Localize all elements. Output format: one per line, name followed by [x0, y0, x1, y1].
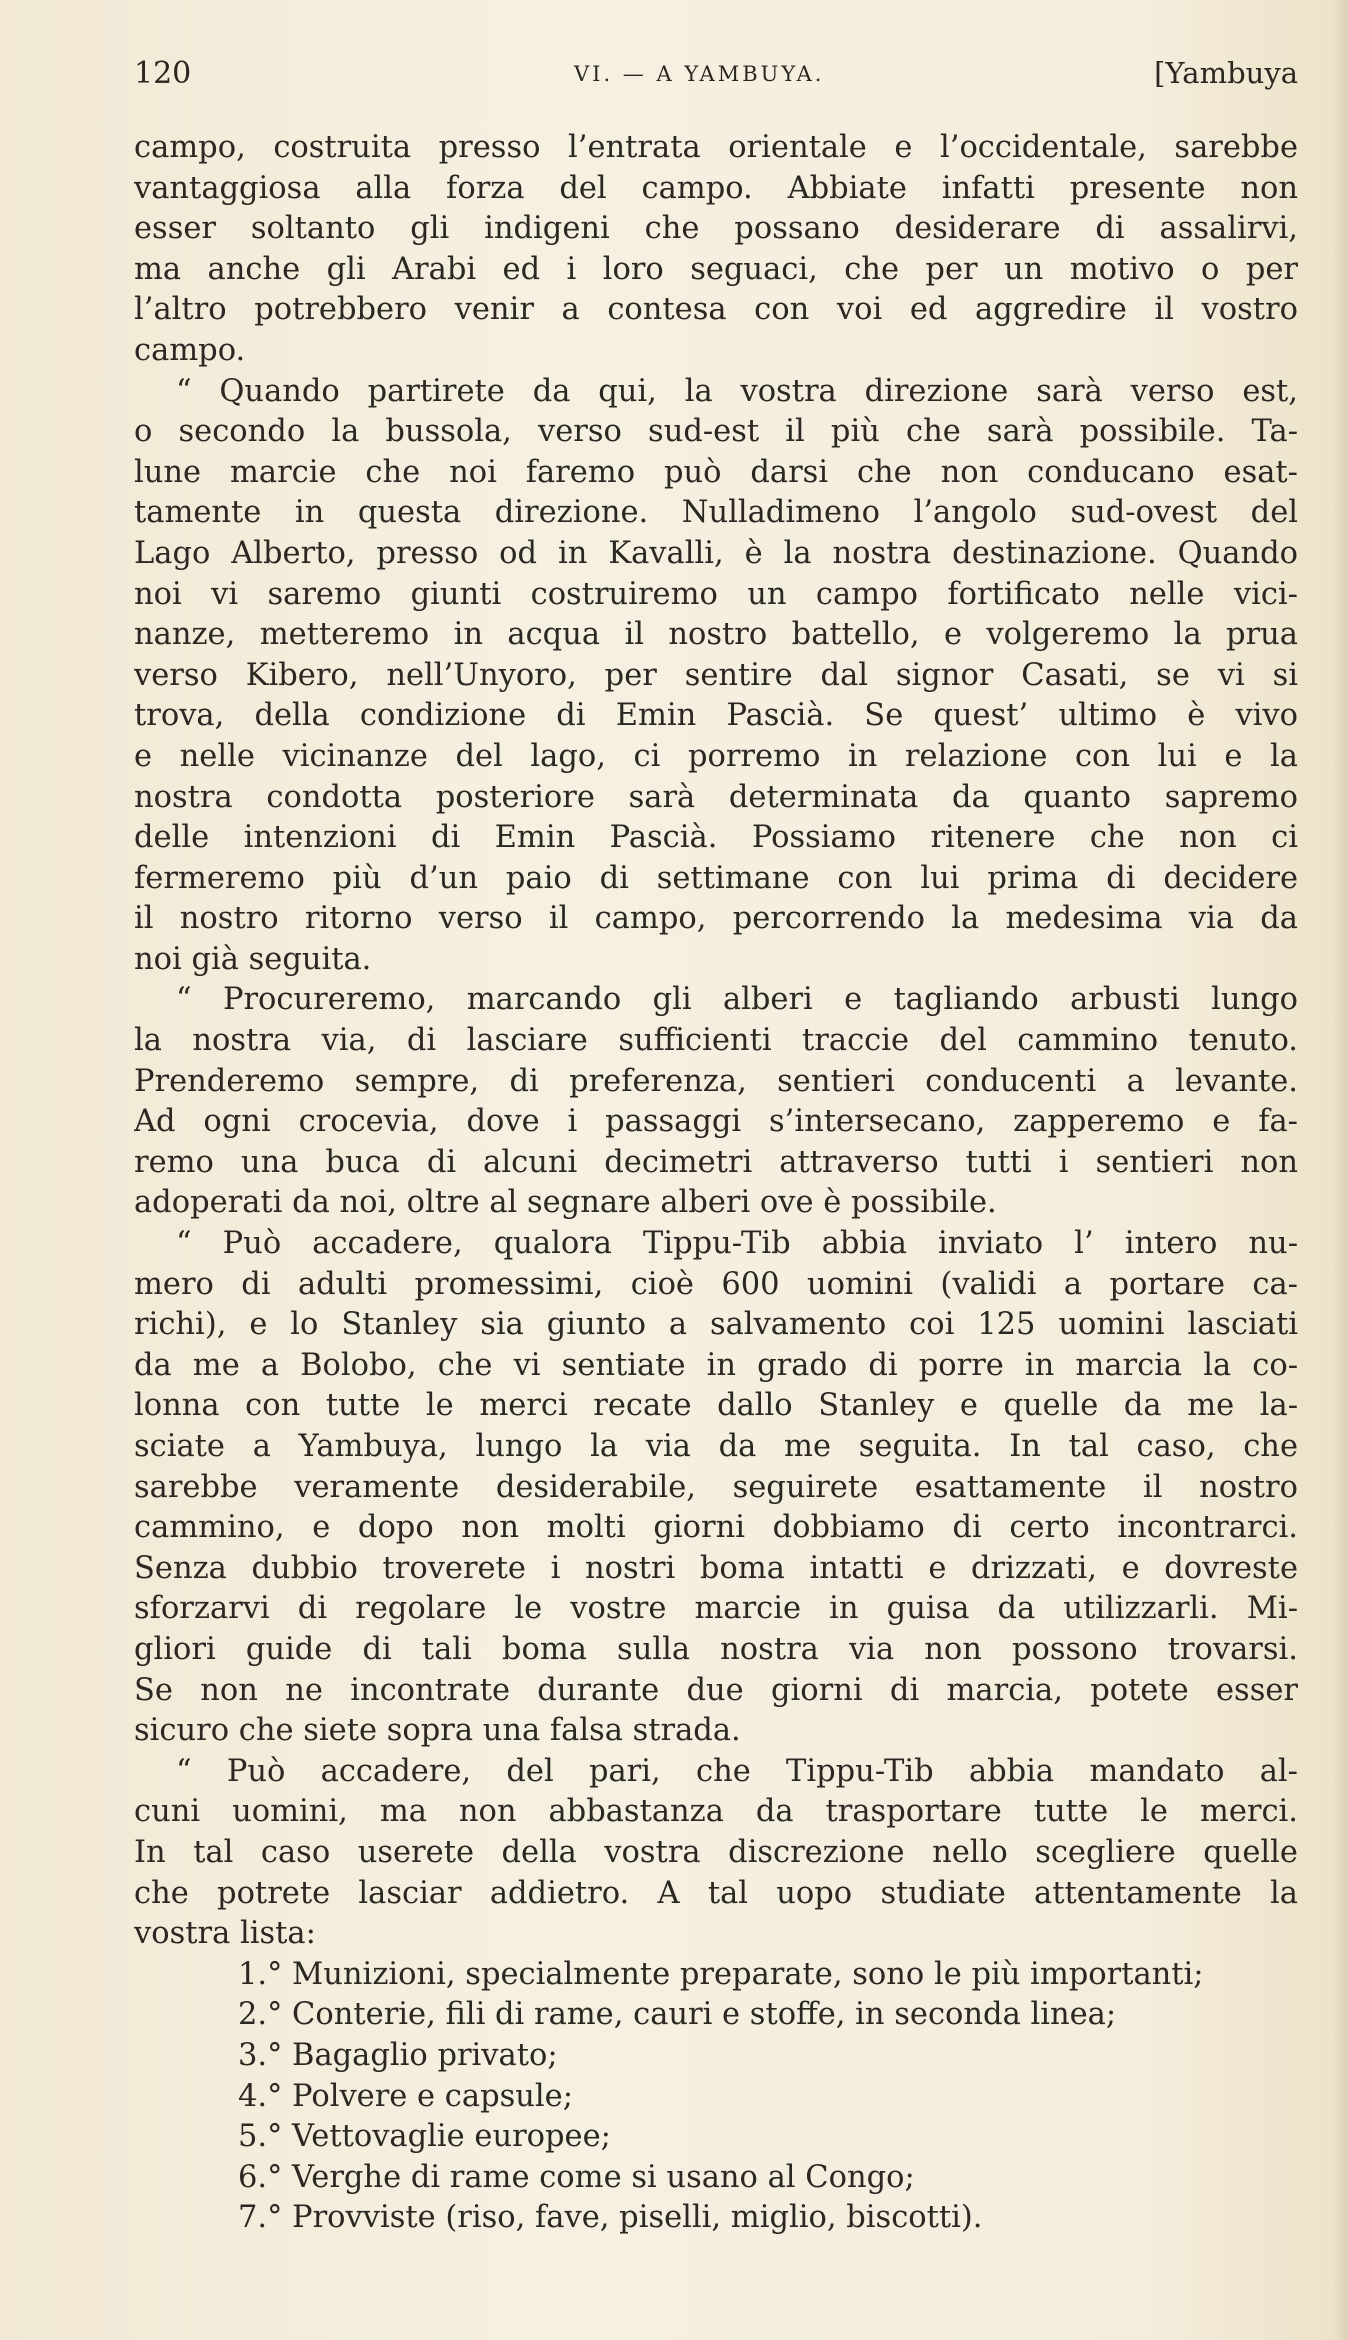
page-header	[134, 56, 1298, 96]
text-line: cuni uomini, ma non abbastanza da trasportare tutte le merci.	[134, 1794, 1298, 1830]
text-line: noi vi saremo giunti costruiremo un campo fortificato nelle vici-	[134, 576, 1298, 612]
text-line: adoperati da noi, oltre al segnare alberi ove è possibile.	[134, 1185, 997, 1221]
running-title: VI. — A YAMBUYA.	[574, 62, 825, 86]
text-line: esser soltanto gli indigeni che possano desiderare di assalirvi,	[134, 211, 1298, 247]
text-line: trova, della condizione di Emin Pascià. Se quest’ ultimo è vivo	[134, 698, 1298, 734]
text-line: l’altro potrebbero venir a contesa con voi ed aggredire il vostro	[134, 292, 1298, 328]
text-line: ma anche gli Arabi ed i loro seguaci, che per un motivo o per	[134, 251, 1298, 287]
text-line: mero di adulti promessimi, cioè 600 uomini (validi a portare ca-	[134, 1266, 1298, 1302]
text-line: da me a Bolobo, che vi sentiate in grado di porre in marcia la co-	[134, 1347, 1298, 1383]
list-item: 4.° Polvere e capsule;	[238, 2078, 573, 2114]
text-line: verso Kibero, nell’Unyoro, per sentire dal signor Casati, se vi si	[134, 657, 1298, 693]
text-line: tamente in questa direzione. Nulladimeno l’angolo sud-ovest del	[134, 495, 1298, 531]
text-line: In tal caso userete della vostra discrezione nello scegliere quelle	[134, 1834, 1298, 1870]
list-item: 5.° Vettovaglie europee;	[238, 2119, 611, 2155]
text-line: remo una buca di alcuni decimetri attraverso tutti i sentieri non	[134, 1144, 1298, 1180]
list-item: 1.° Munizioni, specialmente preparate, sono le più importanti;	[238, 1956, 1204, 1992]
text-line: noi già seguita.	[134, 941, 372, 977]
text-line: vantaggiosa alla forza del campo. Abbiate infatti presente non	[134, 170, 1298, 206]
text-line: Lago Alberto, presso od in Kavalli, è la nostra destinazione. Quando	[134, 535, 1298, 571]
text-line: e nelle vicinanze del lago, ci porremo in relazione con lui e la	[134, 738, 1298, 774]
text-line: nostra condotta posteriore sarà determinata da quanto sapremo	[134, 779, 1298, 815]
text-line: sforzarvi di regolare le vostre marcie in guisa da utilizzarli. Mi-	[134, 1591, 1298, 1627]
list-item: 2.° Conterie, fili di rame, cauri e stoffe, in seconda linea;	[238, 1997, 1117, 2033]
text-line: fermeremo più d’un paio di settimane con lui prima di decidere	[134, 860, 1298, 896]
text-line: lune marcie che noi faremo può darsi che non conducano esat-	[134, 454, 1298, 490]
list-item: 6.° Verghe di rame come si usano al Congo;	[238, 2159, 915, 2195]
text-line: “ Può accadere, del pari, che Tippu-Tib abbia mandato al-	[176, 1753, 1298, 1789]
text-line: Senza dubbio troverete i nostri boma intatti e drizzati, e dovreste	[134, 1550, 1298, 1586]
text-line: Se non ne incontrate durante due giorni di marcia, potete esser	[134, 1672, 1298, 1708]
text-line: campo.	[134, 332, 246, 368]
text-line: cammino, e dopo non molti giorni dobbiamo di certo incontrarci.	[134, 1510, 1298, 1546]
text-line: “ Può accadere, qualora Tippu-Tib abbia inviato l’ intero nu-	[176, 1226, 1298, 1262]
list-item: 3.° Bagaglio privato;	[238, 2037, 558, 2073]
text-line: delle intenzioni di Emin Pascià. Possiamo ritenere che non ci	[134, 820, 1298, 856]
text-line: che potrete lasciar addietro. A tal uopo studiate attentamente la	[134, 1875, 1298, 1911]
text-line: “ Quando partirete da qui, la vostra direzione sarà verso est,	[176, 373, 1298, 409]
page-number: 120	[134, 56, 192, 91]
text-line: lonna con tutte le merci recate dallo Stanley e quelle da me la-	[134, 1388, 1298, 1424]
list-item: 7.° Provviste (riso, fave, piselli, miglio, biscotti).	[238, 2200, 983, 2236]
text-line: “ Procureremo, marcando gli alberi e tagliando arbusti lungo	[176, 982, 1298, 1018]
body-text	[134, 128, 1298, 2239]
text-line: gliori guide di tali boma sulla nostra via non possono trovarsi.	[134, 1631, 1298, 1667]
text-line: vostra lista:	[134, 1916, 316, 1952]
section-title: [Yambuya	[1154, 56, 1298, 90]
text-line: richi), e lo Stanley sia giunto a salvamento coi 125 uomini lasciati	[134, 1307, 1298, 1343]
text-line: sciate a Yambuya, lungo la via da me seguita. In tal caso, che	[134, 1429, 1298, 1464]
page-edge-shadow	[1332, 0, 1348, 2340]
text-line: sarebbe veramente desiderabile, seguirete esattamente il nostro	[134, 1469, 1298, 1505]
text-line: nanze, metteremo in acqua il nostro battello, e volgeremo la prua	[134, 617, 1298, 653]
text-line: sicuro che siete sopra una falsa strada.	[134, 1713, 741, 1749]
text-line: o secondo la bussola, verso sud-est il più che sarà possibile. Ta-	[134, 414, 1298, 450]
text-line: Prenderemo sempre, di preferenza, sentieri conducenti a levante.	[134, 1063, 1298, 1099]
text-line: Ad ogni crocevia, dove i passaggi s’intersecano, zapperemo e fa-	[134, 1104, 1298, 1140]
text-line: la nostra via, di lasciare sufficienti traccie del cammino tenuto.	[134, 1023, 1298, 1059]
text-line: il nostro ritorno verso il campo, percorrendo la medesima via da	[134, 901, 1298, 937]
text-line: campo, costruita presso l’entrata orientale e l’occidentale, sarebbe	[134, 130, 1298, 165]
